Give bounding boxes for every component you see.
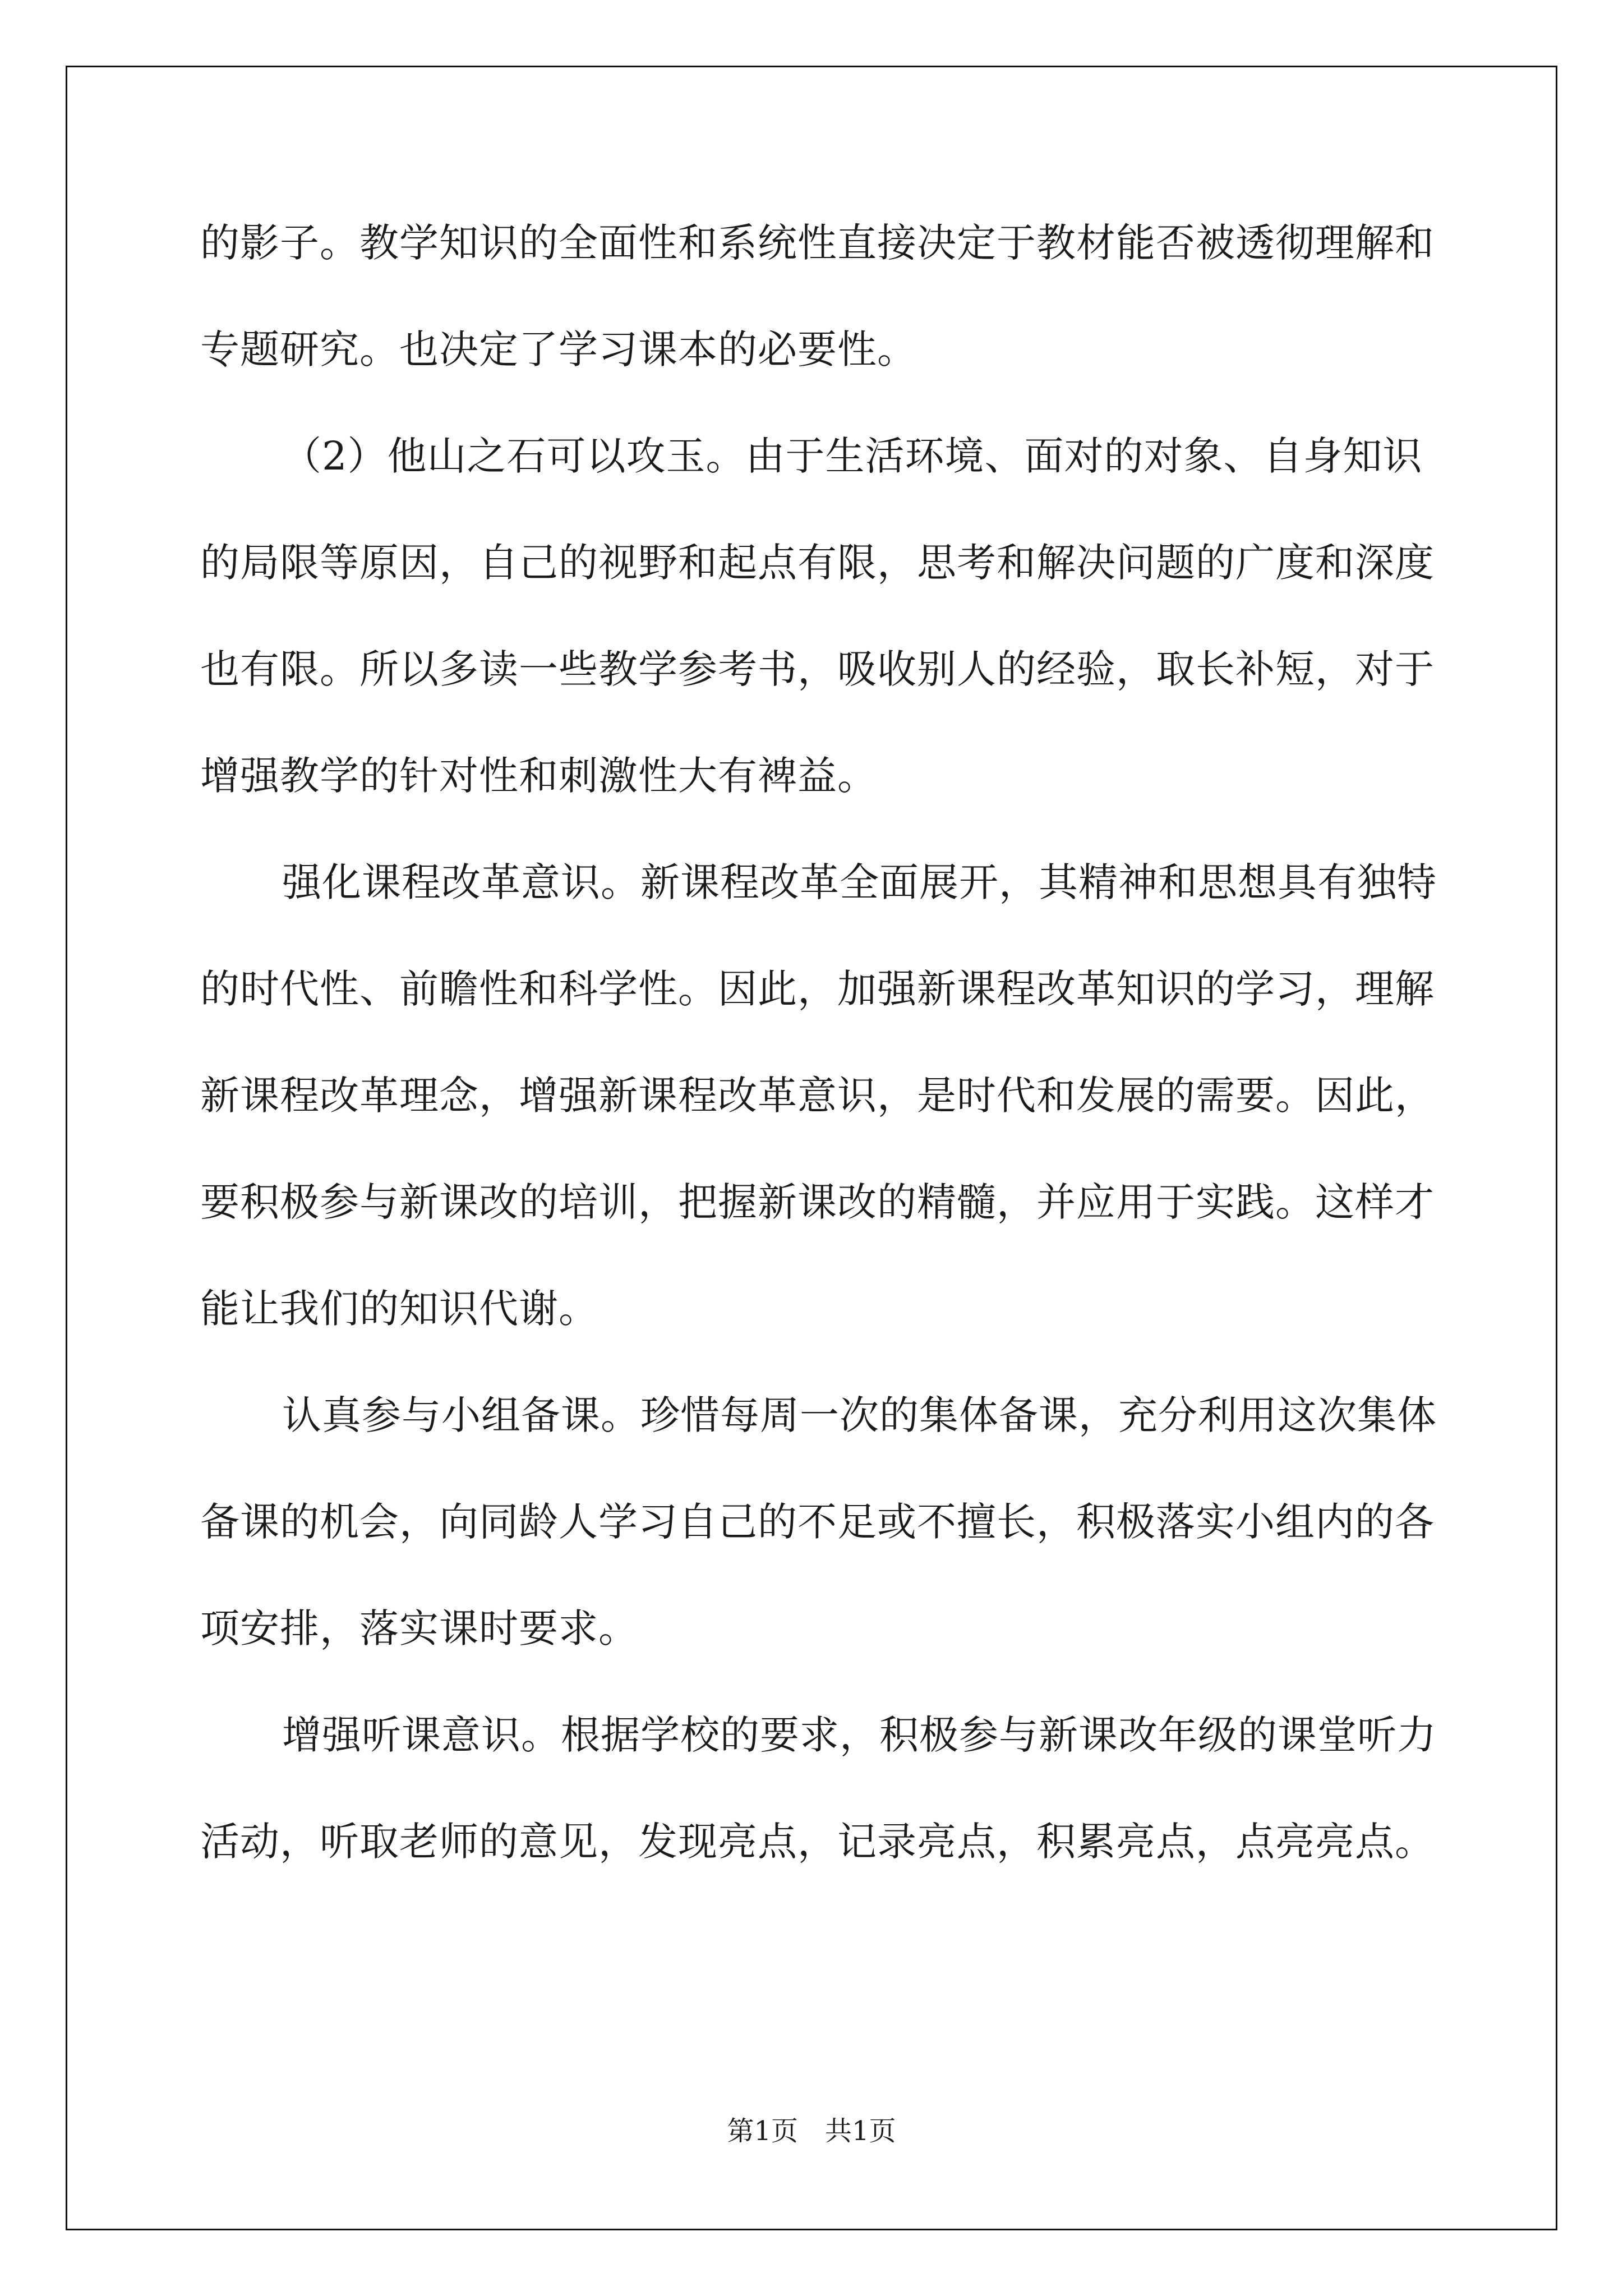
page-number: 第1页	[727, 2115, 798, 2147]
paragraph: 强化课程改革意识。新课程改革全面展开，其精神和思想具有独特的时代性、前瞻性和科学性。因此，加强新课程改革知识的学习，理解新课程改革理念，增强新课程改革意识，是时代和发展的需要。因此，要积极参与新课改的培训，把握新课改的精髓，并应用于实践。这样才能让我们的知识代谢。	[200, 859, 1437, 1332]
paragraph: （2）他山之石可以攻玉。由于生活环境、面对的对象、自身知识的局限等原因，自己的视野和起点有限，思考和解决问题的广度和深度也有限。所以多读一些教学参考书，吸收别人的经验，取长补短，对于增强教学的针对性和刺激性大有裨益。	[200, 433, 1435, 799]
document-body	[200, 190, 1451, 1895]
paragraph: 的影子。教学知识的全面性和系统性直接决定于教材能否被透彻理解和专题研究。也决定了学习课本的必要性。	[200, 220, 1435, 372]
page-total: 共1页	[825, 2115, 896, 2147]
paragraph: 增强听课意识。根据学校的要求，积极参与新课改年级的课堂听力活动，听取老师的意见，发现亮点，记录亮点，积累亮点，点亮亮点。	[200, 1712, 1437, 1865]
page-footer	[0, 2109, 1623, 2148]
paragraph: 认真参与小组备课。珍惜每周一次的集体备课，充分利用这次集体备课的机会，向同龄人学习自己的不足或不擅长，积极落实小组内的各项安排，落实课时要求。	[200, 1392, 1437, 1651]
